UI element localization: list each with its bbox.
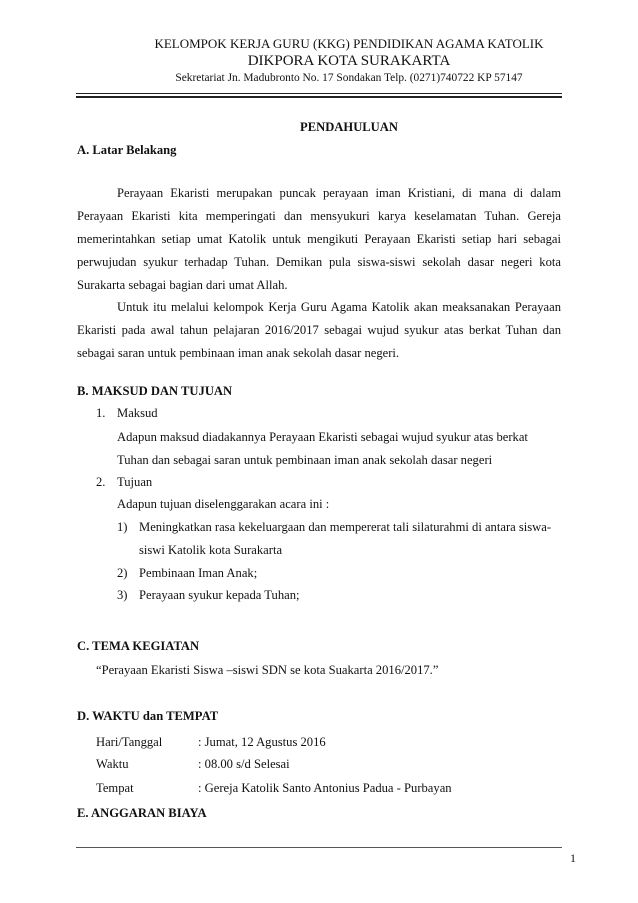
goal-text-line: Perayaan syukur kepada Tuhan; <box>139 588 300 602</box>
schedule-label-date: Hari/Tanggal <box>96 735 163 749</box>
paragraph-line: memerintahkan setiap umat Katolik untuk mengikuti Perayaan Ekaristi setiap hari sebagai <box>77 231 561 246</box>
paragraph-line: Perayaan Ekaristi merupakan puncak perayaan iman Kristiani, di mana di dalam <box>117 186 561 200</box>
goal-number: 3) <box>117 588 128 602</box>
letterhead-city: DIKPORA KOTA SURAKARTA <box>247 53 451 69</box>
maksud-text-line: Adapun maksud diadakannya Perayaan Ekaristi sebagai wujud syukur atas berkat <box>117 430 528 444</box>
letterhead-rule-thick <box>76 96 562 98</box>
list-number: 2. <box>96 475 106 489</box>
paragraph-line: Perayaan Ekaristi kita memperingati dan mensyukuri karya keselamatan Tuhan. Gereja <box>77 208 561 223</box>
list-label-tujuan: Tujuan <box>117 475 153 489</box>
letterhead-address: Sekretariat Jn. Madubronto No. 17 Sondakan Telp. (0271)740722 KP 57147 <box>175 72 523 84</box>
paragraph-line: Ekaristi pada awal tahun pelajaran 2016/2017 sebagai wujud syukur atas berkat Tuhan dan <box>77 323 561 338</box>
goal-number: 2) <box>117 566 128 580</box>
letterhead-org: KELOMPOK KERJA GURU (KKG) PENDIDIKAN AGAMA KATOLIK <box>154 36 544 51</box>
schedule-value-place: : Gereja Katolik Santo Antonius Padua - Purbayan <box>198 781 452 795</box>
maksud-text-line: Tuhan dan sebagai saran untuk pembinaan iman anak sekolah dasar negeri <box>117 453 493 467</box>
page-number: 1 <box>570 851 576 865</box>
footer-rule <box>76 847 562 848</box>
list-label-maksud: Maksud <box>117 406 158 420</box>
paragraph-line: perwujudan syukur terhadap Tuhan. Demikan pula siswa-siswi sekolah dasar negeri kota <box>77 254 561 269</box>
schedule-value-time: : 08.00 s/d Selesai <box>198 757 290 771</box>
goal-text-line: Pembinaan Iman Anak; <box>139 566 258 580</box>
section-a-heading: A. Latar Belakang <box>77 143 177 157</box>
tujuan-intro: Adapun tujuan diselenggarakan acara ini : <box>117 497 330 511</box>
theme-text: “Perayaan Ekaristi Siswa –siswi SDN se kota Suakarta 2016/2017.” <box>96 663 439 677</box>
paragraph-line: sebagai saran untuk pembinaan iman anak sekolah dasar negeri. <box>77 346 400 361</box>
section-c-heading: C. TEMA KEGIATAN <box>77 639 200 653</box>
schedule-label-place: Tempat <box>96 781 134 795</box>
letterhead-rule-thin <box>76 93 562 94</box>
section-a-paragraph-1 <box>77 182 561 365</box>
list-number: 1. <box>96 406 106 420</box>
goal-text-line: Meningkatkan rasa kekeluargaan dan mempererat tali silaturahmi di antara siswa- <box>139 520 552 534</box>
schedule-label-time: Waktu <box>96 757 129 771</box>
section-d-heading: D. WAKTU dan TEMPAT <box>77 709 219 723</box>
goal-text-line: siswi Katolik kota Surakarta <box>139 543 283 557</box>
page-title: PENDAHULUAN <box>300 120 398 134</box>
goal-number: 1) <box>117 520 128 534</box>
schedule-value-date: : Jumat, 12 Agustus 2016 <box>198 735 326 749</box>
section-e-heading: E. ANGGARAN BIAYA <box>77 806 207 820</box>
paragraph-line: Untuk itu melalui kelompok Kerja Guru Agama Katolik akan meaksanakan Perayaan <box>117 300 561 315</box>
paragraph-line: Surakarta sebagai bagian dari umat Allah. <box>77 277 288 292</box>
section-b-heading: B. MAKSUD DAN TUJUAN <box>77 384 233 398</box>
